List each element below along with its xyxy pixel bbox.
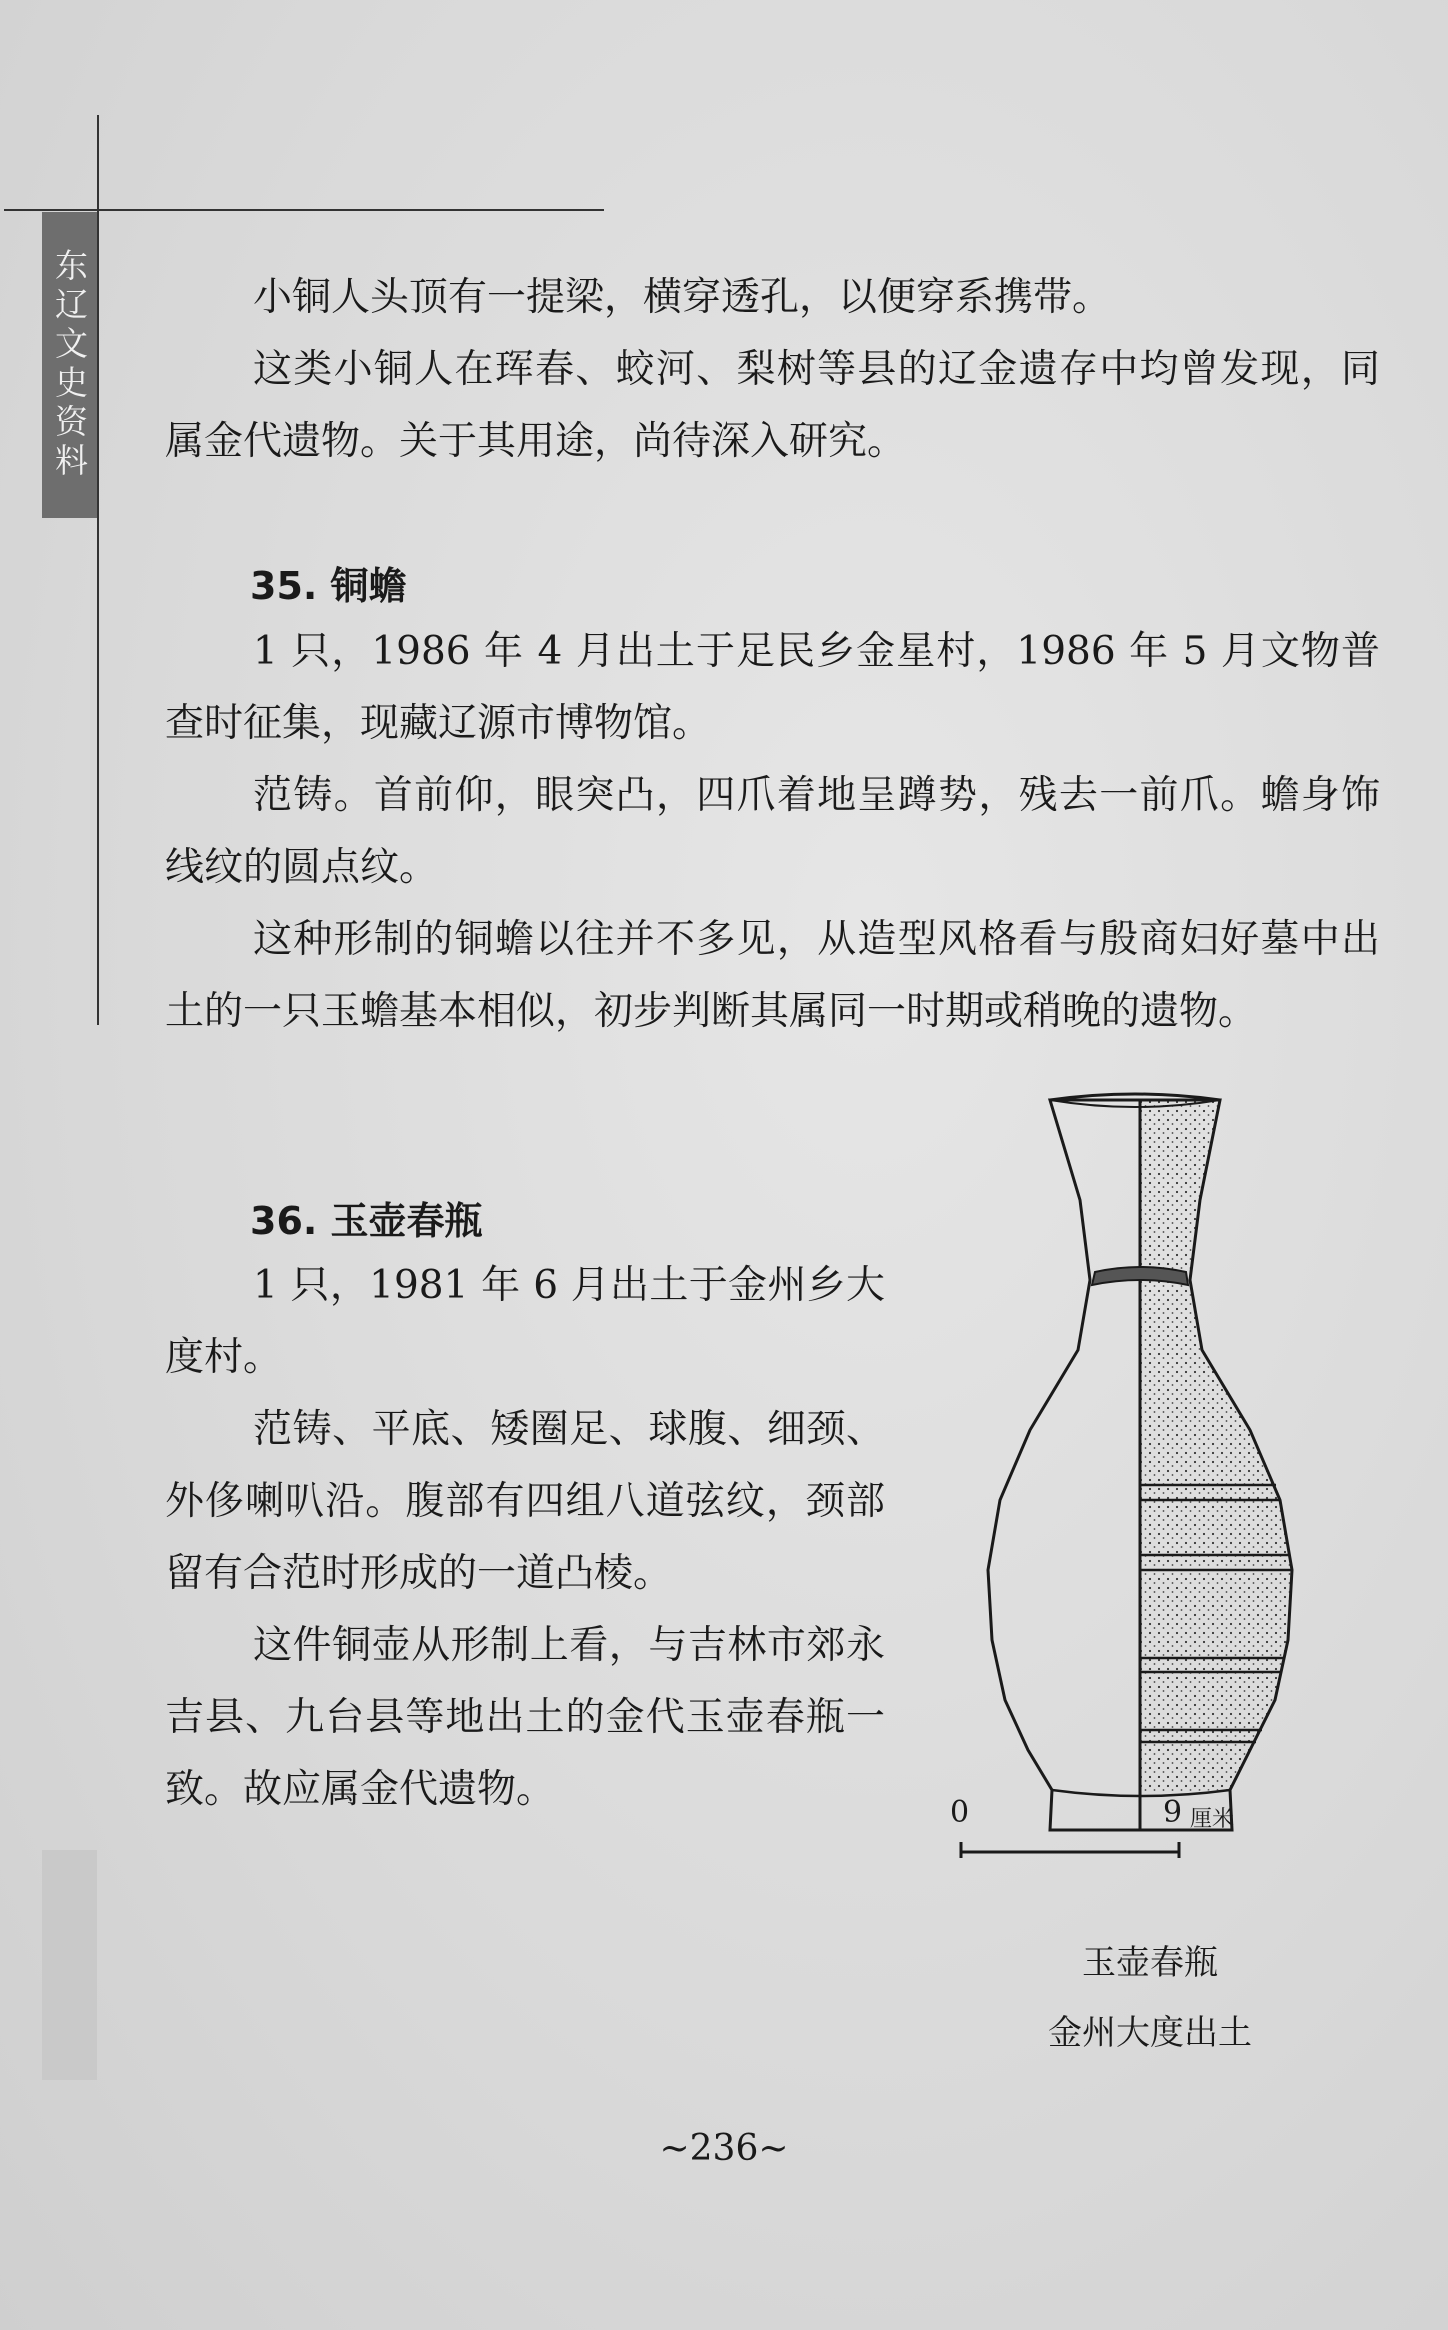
side-tab-faint [42,1850,97,2080]
figure-caption-title: 玉壶春瓶 [1082,1943,1218,1983]
section-36-paragraph-2: 范铸、平底、矮圈足、球腹、细颈、外侈喇叭沿。腹部有四组八道弦纹，颈部留有合范时形成的一道凸棱。 [165,1407,885,1596]
paragraph-intro-2: 这类小铜人在珲春、蛟河、梨树等县的辽金遗存中均曾发现，同属金代遗物。关于其用途，尚待深入研究。 [165,347,1380,464]
scale-bar-line [955,1838,1185,1862]
scale-start-label: 0 [950,1795,970,1830]
section-35-paragraph-3: 这种形制的铜蟾以往并不多见，从造型风格看与殷商妇好墓中出土的一只玉蟾基本相似，初步判断其属同一时期或稍晚的遗物。 [165,917,1380,1034]
vertical-rule [97,115,99,1025]
side-tab-label: 东辽文史资料 [42,212,97,518]
section-36-paragraph-3: 这件铜壶从形制上看，与吉林市郊永吉县、九台县等地出土的金代玉壶春瓶一致。故应属金代遗物。 [165,1623,885,1812]
scale-end-label: 9 [1163,1795,1183,1830]
vase-drawing [950,1090,1350,1890]
section-36-heading: 36. 玉壶春瓶 [250,1199,483,1243]
section-35-paragraph-2: 范铸。首前仰，眼突凸，四爪着地呈蹲势，残去一前爪。蟾身饰线纹的圆点纹。 [165,773,1380,890]
scale-unit-label: 厘米 [1190,1807,1235,1832]
vase-illustration [950,1090,1350,1890]
section-35-paragraph-1: 1 只，1986 年 4 月出土于足民乡金星村，1986 年 5 月文物普查时征集，现藏辽源市博物馆。 [165,629,1380,746]
section-36-paragraph-1: 1 只，1981 年 6 月出土于金州乡大度村。 [165,1263,885,1380]
scale-bar [955,1838,1185,1862]
paragraph-intro-1: 小铜人头顶有一提梁，横穿透孔，以便穿系携带。 [253,275,1112,320]
header-rule [4,209,604,211]
section-35-heading: 35. 铜蟾 [250,564,407,608]
page-number: ~236~ [659,2128,789,2169]
figure-caption-source: 金州大度出土 [1048,2013,1252,2053]
